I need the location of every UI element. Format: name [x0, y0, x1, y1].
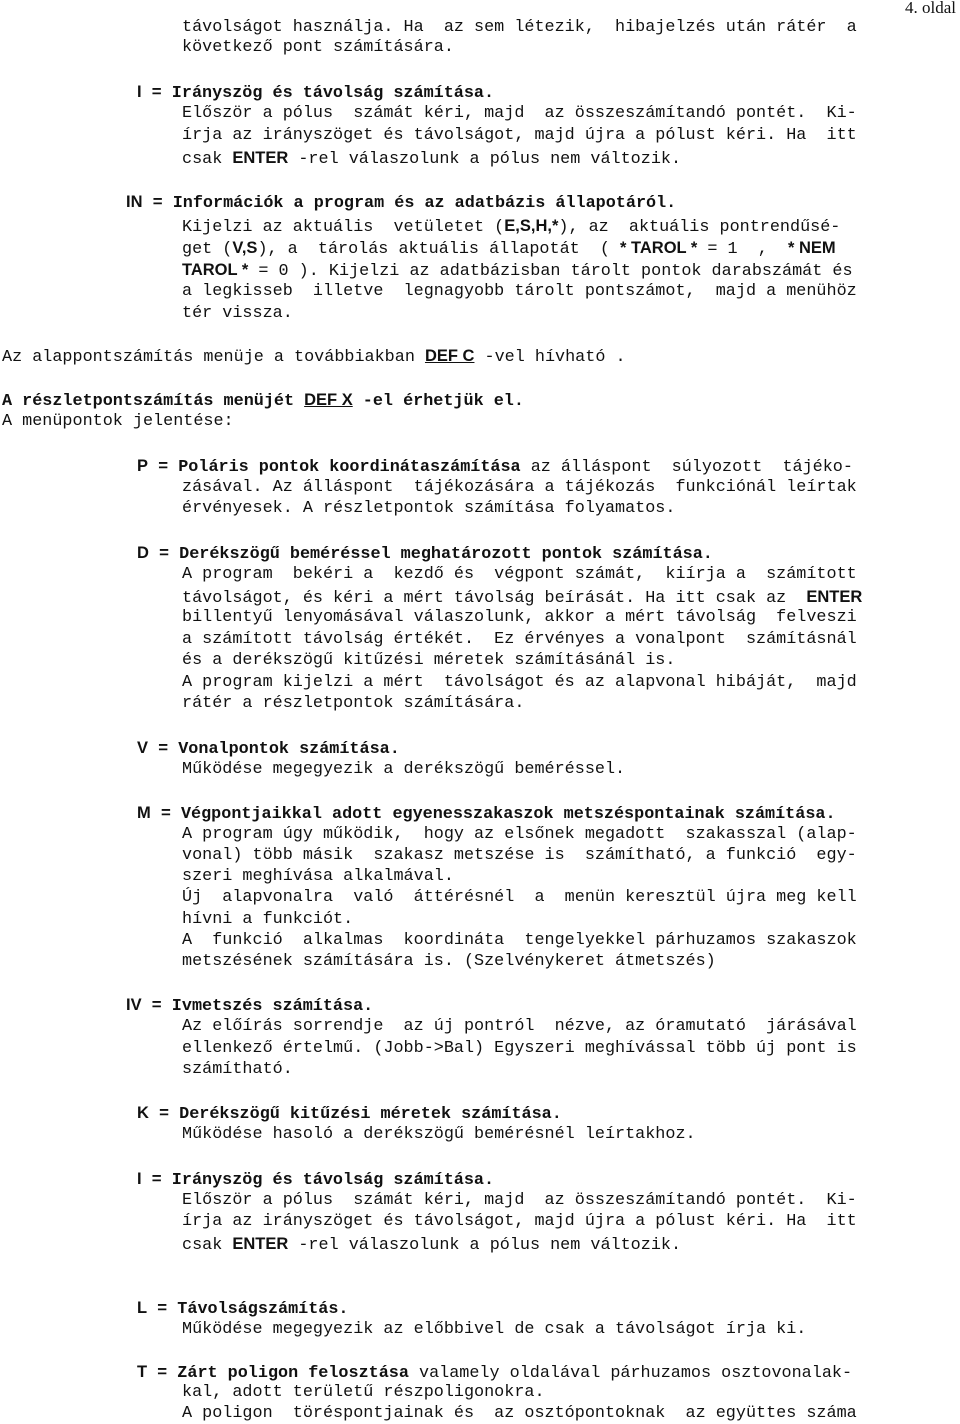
text-line: A funkció alkalmas koordináta tengelyekkel párhuzamos szakaszok [182, 931, 857, 950]
text-line: A menüpontok jelentése: [2, 412, 234, 431]
menu-item-title: = Zárt poligon felosztása [147, 1364, 409, 1383]
menu-item-heading-p: P = Poláris pontok koordinátaszámítása az álláspont súlyozott tájéko- [137, 457, 853, 477]
menu-item-title: = Irányszög és távolság számítása. [141, 1171, 495, 1190]
key-name: TAROL * [182, 261, 249, 279]
text-line: A program bekéri a kezdő és végpont számát, kiírja a számított [182, 565, 857, 584]
menu-key: M [137, 804, 151, 822]
menu-item-heading-iv [126, 995, 373, 1017]
menu-key: IV [126, 996, 142, 1014]
menu-item-title: = Ivmetszés számítása. [141, 997, 374, 1016]
text-line: csak ENTER -rel válaszolunk a pólus nem változik. [182, 149, 682, 169]
text-line: a számított távolság értékét. Ez érvényes a vonalpont számításnál [182, 630, 857, 649]
menu-item-heading-in [126, 192, 676, 214]
key-name: ENTER [232, 149, 289, 167]
menu-key: IN [126, 193, 143, 211]
text-line: TAROL * = 0 ). Kijelzi az adatbázisban tárolt pontok darabszámát és [182, 261, 853, 281]
menu-key: V [137, 739, 149, 757]
key-name: DEF X [304, 391, 353, 409]
menu-key: P [137, 457, 149, 475]
menu-item-title: = Irányszög és távolság számítása. [141, 84, 495, 103]
text-line: ellenkező értelmű. (Jobb->Bal) Egyszeri meghívással több új pont is [182, 1039, 857, 1058]
key-name: * NEM [787, 239, 836, 257]
text-line: távolságot használja. Ha az sem létezik, hibajelzés után rátér a [182, 18, 857, 37]
menu-key: T [137, 1363, 148, 1381]
menu-item-heading-d [137, 543, 713, 565]
menu-key: I [137, 1170, 142, 1188]
text-line: csak ENTER -rel válaszolunk a pólus nem változik. [182, 1235, 682, 1255]
menu-key: K [137, 1104, 149, 1122]
text-line: A program úgy működik, hogy az elsőnek megadott szakasszal (alap- [182, 825, 857, 844]
menu-item-heading-v [137, 738, 400, 760]
text-line: metszésének számítására is. (Szelvénykeret átmetszés) [182, 952, 716, 971]
menu-item-title: = Derékszögű kitűzési méretek számítása. [148, 1105, 562, 1124]
text-line: kal, adott területű részpoligonokra. [182, 1383, 545, 1402]
key-name: ENTER [806, 588, 863, 606]
text-line: rátér a részletpontok számítására. [182, 694, 525, 713]
text-line: Kijelzi az aktuális vetületet (E,S,H,*), az aktuális pontrendűsé- [182, 217, 841, 237]
menu-key: I [137, 83, 142, 101]
menu-item-heading-t: T = Zárt poligon felosztása valamely oldalával párhuzamos osztovonalak- [137, 1363, 853, 1383]
text-line: Működése hasoló a derékszögű bemérésnél leírtakhoz. [182, 1125, 696, 1144]
text-line: Működése megegyezik a derékszögű beméréssel. [182, 760, 626, 779]
text-line: zásával. Az álláspont tájékozására a tájékozás funkciónál leírtak [182, 478, 857, 497]
menu-item-title: = Poláris pontok koordinátaszámítása [148, 458, 521, 477]
key-name: V,S [232, 239, 258, 257]
text-line: Az alappontszámítás menüje a továbbiakban DEF C -vel hívható . [2, 347, 626, 367]
menu-item-title: = Vonalpontok számítása. [148, 740, 400, 759]
section-heading: A részletpontszámítás menüjét DEF X -el érhetjük el. [2, 391, 524, 411]
text-line: Működése megegyezik az előbbivel de csak a távolságot írja ki. [182, 1320, 807, 1339]
text-line: következő pont számítására. [182, 38, 454, 57]
menu-item-heading-k [137, 1103, 562, 1125]
text-line: írja az irányszöget és távolságot, majd újra a pólust kéri. Ha itt [182, 126, 857, 145]
text-line: A poligon töréspontjainak és az osztópontoknak az együttes száma [182, 1404, 857, 1423]
key-name: E,S,H,* [504, 217, 559, 235]
text-line: írja az irányszöget és távolságot, majd újra a pólust kéri. Ha itt [182, 1212, 857, 1231]
menu-key: L [137, 1299, 148, 1317]
text-line: a legkisseb illetve legnagyobb tárolt pontszámot, majd a menühöz [182, 282, 857, 301]
text-line: Az előírás sorrendje az új pontról nézve, az óramutató járásával [182, 1017, 857, 1036]
text-line: A program kijelzi a mért távolságot és az alapvonal hibáját, majd [182, 673, 857, 692]
text-line: Először a pólus számát kéri, majd az összeszámítandó pontét. Ki- [182, 104, 857, 123]
menu-item-heading-m [137, 803, 836, 825]
text-line: get (V,S), a tárolás aktuális állapotát ( * TAROL * = 1 , * NEM [182, 239, 836, 259]
text-line: szeri meghívása alkalmával. [182, 867, 454, 886]
text-line: távolságot, és kéri a mért távolság beírását. Ha itt csak az ENTER [182, 588, 863, 608]
text-line: Új alapvonalra való áttérésnél a menün keresztül újra meg kell [182, 888, 857, 907]
key-name: ENTER [232, 1235, 289, 1253]
menu-item-title: = Derékszögű beméréssel meghatározott pontok számítása. [148, 545, 713, 564]
text-line: hívni a funkciót. [182, 910, 354, 929]
text-line: tér vissza. [182, 304, 293, 323]
key-name: * TAROL * [620, 239, 698, 257]
text-line: és a derékszögű kitűzési méretek számításánál is. [182, 651, 676, 670]
menu-item-title: = Információk a program és az adatbázis állapotáról. [142, 194, 677, 213]
menu-item-title: = Távolságszámítás. [147, 1300, 349, 1319]
menu-item-heading-l [137, 1298, 349, 1320]
menu-item-title: = Végpontjaikkal adott egyenesszakaszok metszéspontainak számítása. [150, 805, 836, 824]
text-line: Először a pólus számát kéri, majd az összeszámítandó pontét. Ki- [182, 1191, 857, 1210]
key-name: DEF C [424, 347, 475, 365]
page-number: 4. oldal [905, 0, 956, 17]
text-line: billentyű lenyomásával válaszolunk, akkor a mért távolság felveszi [182, 608, 857, 627]
text-line: érvényesek. A részletpontok számítása folyamatos. [182, 499, 676, 518]
menu-key: D [137, 544, 149, 562]
text-line: számítható. [182, 1060, 293, 1079]
menu-item-heading-i [137, 1169, 494, 1191]
text-line: vonal) több másik szakasz metszése is számítható, a funkció egy- [182, 846, 857, 865]
menu-item-heading-i [137, 82, 494, 104]
